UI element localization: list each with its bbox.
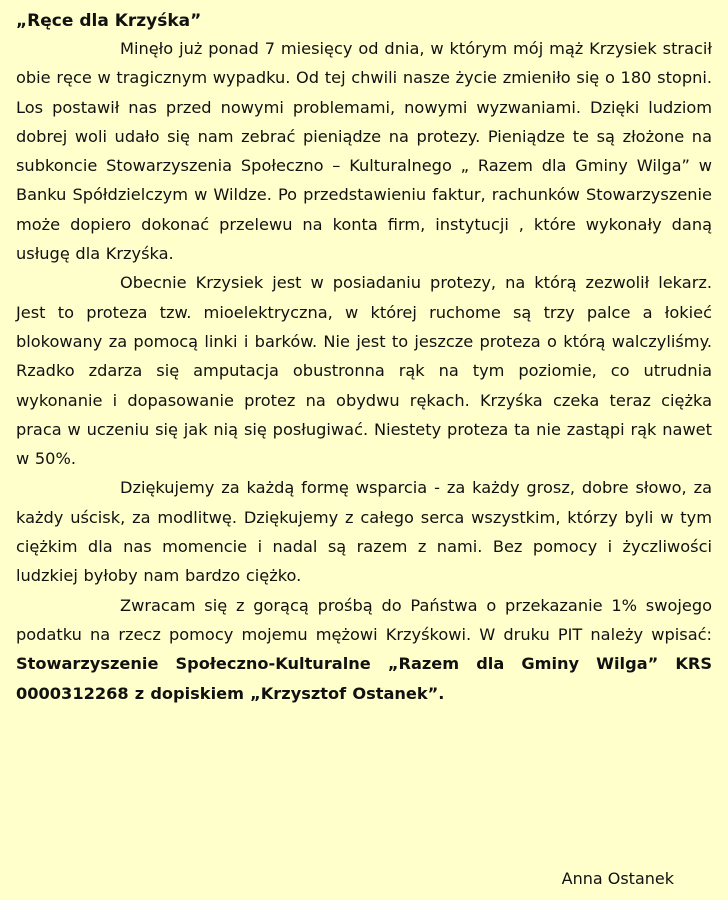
document-title: „Ręce dla Krzyśka” xyxy=(16,11,202,31)
paragraph-4 xyxy=(16,591,712,708)
paragraph-2: Obecnie Krzysiek jest w posiadaniu protezy, na którą zezwolił lekarz. Jest to proteza tzw. mioelektryczna, w której ruchome są trzy palce a łokieć blokowany za pomocą linki i barków. Nie jest to jeszcze proteza o którą walczyliśmy. Rzadko zdarza się amputacja obustronna rąk na tym poziomie, co utrudnia wykonanie i dopasowanie protez na obydwu rękach. Krzyśka czeka teraz ciężka praca w uczeniu się jak nią się posługiwać. Niestety proteza ta nie zastąpi rąk nawet w 50%. xyxy=(16,273,712,469)
paragraph-4-text: Zwracam się z gorącą prośbą do Państwa o przekazanie 1% swojego podatku na rzecz pomocy mojemu mężowi Krzyśkowi. W druku PIT należy wpisać: xyxy=(16,595,712,644)
signature: Anna Ostanek xyxy=(561,869,674,888)
paragraph-3: Dziękujemy za każdą formę wsparcia - za każdy grosz, dobre słowo, za każdy uścisk, za modlitwę. Dziękujemy z całego serca wszystkim, którzy byli w tym ciężkim dla nas momencie i nadal są razem z nami. Bez pomocy i życzliwości ludzkiej byłoby nam bardzo ciężko. xyxy=(16,478,712,586)
paragraph-1: Minęło już ponad 7 miesięcy od dnia, w którym mój mąż Krzysiek stracił obie ręce w tragicznym wypadku. Od tej chwili nasze życie zmieniło się o 180 stopni. Los postawił nas przed nowymi problemami, nowymi wyzwaniami. Dzięki ludziom dobrej woli udało się nam zebrać pieniądze na protezy. Pieniądze te są złożone na subkoncie Stowarzyszenia Społeczno – Kulturalnego „ Razem dla Gminy Wilga” w Banku Spółdzielczym w Wildze. Po przedstawieniu faktur, rachunków Stowarzyszenie może dopiero dokonać przelewu na konta firm, instytucji , które wykonały daną usługę dla Krzyśka. xyxy=(16,39,712,264)
organization-krs-text: Stowarzyszenie Społeczno-Kulturalne „Razem dla Gminy Wilga” KRS 0000312268 z dopiskiem „Krzysztof Ostanek”. xyxy=(16,654,712,703)
